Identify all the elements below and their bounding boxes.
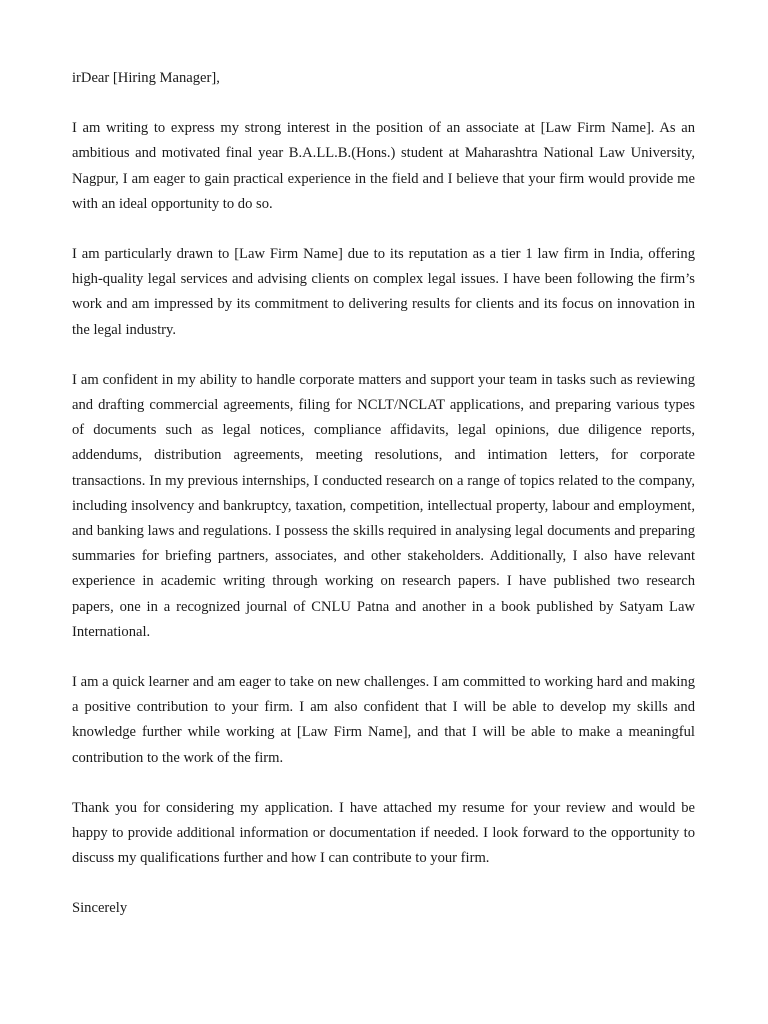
- paragraph-thanks: Thank you for considering my application. I have attached my resume for your review and would be happy to provide additional information or documentation if needed. I look forward to the opportunity to discuss my qualifications further and how I can contribute to your firm.: [72, 799, 695, 867]
- paragraph-firm-interest: I am particularly drawn to [Law Firm Name] due to its reputation as a tier 1 law firm in India, offering high-quality legal services and advising clients on complex legal issues. I have been following the firm’s work and am impressed by its commitment to delivering results for clients and its focus on innovation in the legal industry.: [72, 246, 695, 338]
- paragraph-qualities: I am a quick learner and am eager to take on new challenges. I am committed to working hard and making a positive contribution to your firm. I am also confident that I will be able to develop my skills and knowledge further while working at [Law Firm Name], and that I will be able to make a meaningful contribution to the work of the firm.: [72, 674, 695, 766]
- paragraph-experience: I am confident in my ability to handle corporate matters and support your team in tasks such as reviewing and drafting commercial agreements, filing for NCLT/NCLAT applications, and preparing various types of documents such as legal notices, compliance affidavits, legal opinions, due diligence reports, addendums, distribution agreements, meeting resolutions, and intimation letters, for corporate transactions. In my previous internships, I conducted research on a range of topics related to the company, including insolvency and bankruptcy, taxation, competition, intellectual property, labour and employment, and banking laws and regulations. I possess the skills required in analysing legal documents and preparing summaries for briefing partners, associates, and other stakeholders. Additionally, I also have relevant experience in academic writing through working on research papers. I have published two research papers, one in a recognized journal of CNLU Patna and another in a book published by Satyam Law International.: [72, 371, 695, 640]
- paragraph-intro: I am writing to express my strong interest in the position of an associate at [Law Firm Name]. As an ambitious and motivated final year B.A.LL.B.(Hons.) student at Maharashtra National Law University, Nagpur, I am eager to gain practical experience in the field and I believe that your firm would provide me with an ideal opportunity to do so.: [72, 120, 695, 212]
- salutation: irDear [Hiring Manager],: [72, 70, 220, 86]
- closing: Sincerely: [72, 900, 128, 917]
- cover-letter: [72, 66, 695, 922]
